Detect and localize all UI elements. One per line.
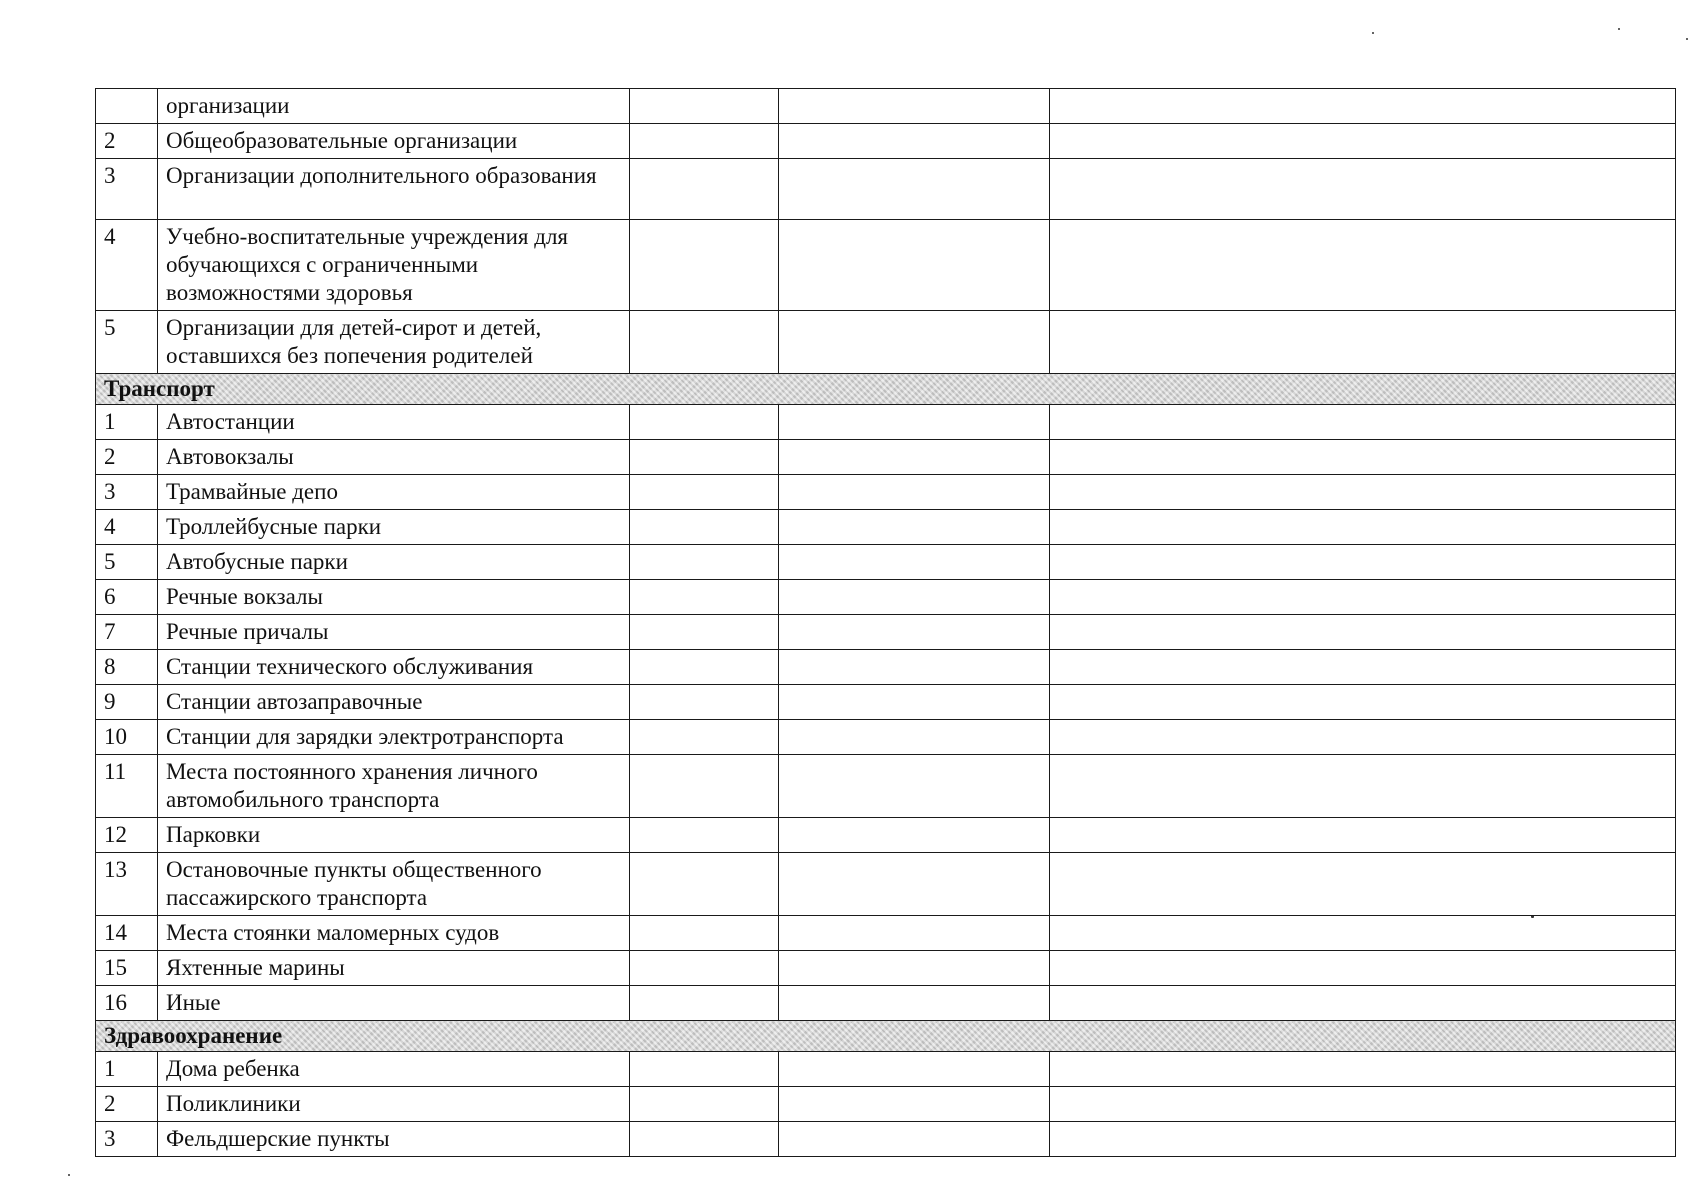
empty-cell xyxy=(1050,311,1676,374)
empty-cell xyxy=(630,475,779,510)
row-name: Автовокзалы xyxy=(158,440,630,475)
table-row xyxy=(96,405,1676,440)
row-name: Станции автозаправочные xyxy=(158,685,630,720)
table-row xyxy=(96,89,1676,124)
empty-cell xyxy=(630,545,779,580)
section-title: Транспорт xyxy=(96,374,1676,405)
row-number: 13 xyxy=(96,853,158,916)
row-name: Организации для детей-сирот и детей, оставшихся без попечения родителей xyxy=(158,311,630,374)
empty-cell xyxy=(1050,510,1676,545)
table-row xyxy=(96,124,1676,159)
table-row xyxy=(96,580,1676,615)
empty-cell xyxy=(779,650,1050,685)
empty-cell xyxy=(630,89,779,124)
empty-cell xyxy=(1050,89,1676,124)
empty-cell xyxy=(779,1052,1050,1087)
row-name: Места стоянки маломерных судов xyxy=(158,916,630,951)
row-name: Автостанции xyxy=(158,405,630,440)
empty-cell xyxy=(1050,818,1676,853)
empty-cell xyxy=(1050,475,1676,510)
empty-cell xyxy=(1050,159,1676,220)
row-number: 7 xyxy=(96,615,158,650)
scan-speck xyxy=(68,1174,70,1176)
row-number: 3 xyxy=(96,475,158,510)
row-number xyxy=(96,89,158,124)
table-row xyxy=(96,1087,1676,1122)
empty-cell xyxy=(779,615,1050,650)
row-number: 1 xyxy=(96,405,158,440)
row-name: Трамвайные депо xyxy=(158,475,630,510)
empty-cell xyxy=(1050,986,1676,1021)
row-name: Речные вокзалы xyxy=(158,580,630,615)
empty-cell xyxy=(779,755,1050,818)
empty-cell xyxy=(1050,1122,1676,1157)
empty-cell xyxy=(1050,951,1676,986)
empty-cell xyxy=(630,124,779,159)
table-row xyxy=(96,720,1676,755)
empty-cell xyxy=(779,1087,1050,1122)
row-name: Яхтенные марины xyxy=(158,951,630,986)
row-name: Учебно-воспитательные учреждения для обучающихся с ограниченными возможностями здоровья xyxy=(158,220,630,311)
row-name: Речные причалы xyxy=(158,615,630,650)
row-name: Иные xyxy=(158,986,630,1021)
table-row xyxy=(96,220,1676,311)
empty-cell xyxy=(779,853,1050,916)
empty-cell xyxy=(1050,1052,1676,1087)
table-row xyxy=(96,545,1676,580)
empty-cell xyxy=(1050,1087,1676,1122)
empty-cell xyxy=(1050,405,1676,440)
table-row xyxy=(96,311,1676,374)
row-name: Места постоянного хранения личного автомобильного транспорта xyxy=(158,755,630,818)
empty-cell xyxy=(779,89,1050,124)
row-number: 11 xyxy=(96,755,158,818)
row-name: Парковки xyxy=(158,818,630,853)
row-name: Дома ребенка xyxy=(158,1052,630,1087)
empty-cell xyxy=(779,951,1050,986)
row-number: 5 xyxy=(96,545,158,580)
empty-cell xyxy=(1050,755,1676,818)
empty-cell xyxy=(630,986,779,1021)
row-name: организации xyxy=(158,89,630,124)
empty-cell xyxy=(779,685,1050,720)
scan-speck xyxy=(1372,32,1374,34)
empty-cell xyxy=(779,1122,1050,1157)
empty-cell xyxy=(779,440,1050,475)
empty-cell xyxy=(1050,916,1676,951)
empty-cell xyxy=(1050,440,1676,475)
scan-speck xyxy=(1618,28,1620,30)
row-name: Троллейбусные парки xyxy=(158,510,630,545)
row-name: Организации дополнительного образования xyxy=(158,159,630,220)
empty-cell xyxy=(1050,615,1676,650)
empty-cell xyxy=(779,220,1050,311)
table-row xyxy=(96,159,1676,220)
row-number: 16 xyxy=(96,986,158,1021)
empty-cell xyxy=(779,405,1050,440)
row-number: 4 xyxy=(96,510,158,545)
row-number: 2 xyxy=(96,124,158,159)
row-number: 3 xyxy=(96,1122,158,1157)
empty-cell xyxy=(1050,853,1676,916)
table-row xyxy=(96,510,1676,545)
row-name: Станции для зарядки электротранспорта xyxy=(158,720,630,755)
empty-cell xyxy=(1050,545,1676,580)
empty-cell xyxy=(630,440,779,475)
empty-cell xyxy=(630,1122,779,1157)
table-row xyxy=(96,986,1676,1021)
empty-cell xyxy=(779,545,1050,580)
table-row xyxy=(96,853,1676,916)
empty-cell xyxy=(1050,650,1676,685)
empty-cell xyxy=(630,311,779,374)
table-row xyxy=(96,916,1676,951)
empty-cell xyxy=(779,475,1050,510)
empty-cell xyxy=(630,685,779,720)
empty-cell xyxy=(779,124,1050,159)
scan-speck xyxy=(1686,38,1688,40)
empty-cell xyxy=(779,720,1050,755)
row-name: Поликлиники xyxy=(158,1087,630,1122)
empty-cell xyxy=(779,159,1050,220)
row-number: 12 xyxy=(96,818,158,853)
row-number: 6 xyxy=(96,580,158,615)
table-row xyxy=(96,951,1676,986)
empty-cell xyxy=(630,405,779,440)
empty-cell xyxy=(630,818,779,853)
empty-cell xyxy=(630,1087,779,1122)
row-number: 15 xyxy=(96,951,158,986)
empty-cell xyxy=(1050,685,1676,720)
row-name: Автобусные парки xyxy=(158,545,630,580)
empty-cell xyxy=(630,650,779,685)
empty-cell xyxy=(779,311,1050,374)
table-row xyxy=(96,685,1676,720)
row-number: 3 xyxy=(96,159,158,220)
row-name: Фельдшерские пункты xyxy=(158,1122,630,1157)
row-number: 4 xyxy=(96,220,158,311)
empty-cell xyxy=(630,615,779,650)
row-number: 5 xyxy=(96,311,158,374)
row-number: 8 xyxy=(96,650,158,685)
empty-cell xyxy=(779,916,1050,951)
empty-cell xyxy=(630,1052,779,1087)
table-row xyxy=(96,615,1676,650)
table-row xyxy=(96,1052,1676,1087)
empty-cell xyxy=(630,220,779,311)
empty-cell xyxy=(630,916,779,951)
table-row xyxy=(96,650,1676,685)
section-header-healthcare xyxy=(96,1021,1676,1052)
section-title: Здравоохранение xyxy=(96,1021,1676,1052)
empty-cell xyxy=(779,580,1050,615)
row-name: Остановочные пункты общественного пассажирского транспорта xyxy=(158,853,630,916)
table-row xyxy=(96,755,1676,818)
empty-cell xyxy=(1050,220,1676,311)
empty-cell xyxy=(1050,580,1676,615)
table-row xyxy=(96,818,1676,853)
row-number: 10 xyxy=(96,720,158,755)
row-name: Станции технического обслуживания xyxy=(158,650,630,685)
row-number: 2 xyxy=(96,440,158,475)
empty-cell xyxy=(630,580,779,615)
table-row xyxy=(96,440,1676,475)
empty-cell xyxy=(779,510,1050,545)
row-number: 1 xyxy=(96,1052,158,1087)
empty-cell xyxy=(1050,720,1676,755)
row-number: 14 xyxy=(96,916,158,951)
empty-cell xyxy=(630,755,779,818)
table-row xyxy=(96,475,1676,510)
empty-cell xyxy=(630,853,779,916)
row-name: Общеобразовательные организации xyxy=(158,124,630,159)
empty-cell xyxy=(1050,124,1676,159)
row-number: 2 xyxy=(96,1087,158,1122)
objects-table xyxy=(95,88,1676,1157)
empty-cell xyxy=(630,510,779,545)
empty-cell xyxy=(779,818,1050,853)
empty-cell xyxy=(779,986,1050,1021)
table-row xyxy=(96,1122,1676,1157)
section-header-transport xyxy=(96,374,1676,405)
empty-cell xyxy=(630,951,779,986)
row-number: 9 xyxy=(96,685,158,720)
empty-cell xyxy=(630,159,779,220)
empty-cell xyxy=(630,720,779,755)
